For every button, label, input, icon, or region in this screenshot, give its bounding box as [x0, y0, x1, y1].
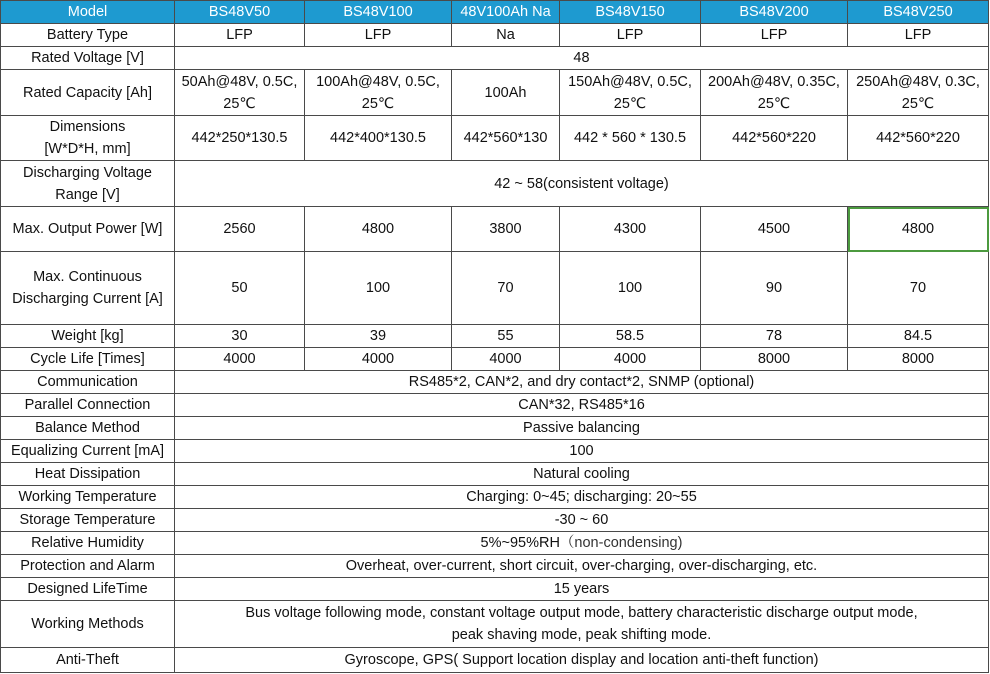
- table-cell: 39: [305, 325, 452, 348]
- table-cell: 50Ah@48V, 0.5C, 25℃: [175, 70, 305, 116]
- header-model-4: BS48V150: [560, 1, 701, 24]
- row-label: Max. Continuous Discharging Current [A]: [1, 252, 175, 325]
- row-cycle-life: [1, 348, 989, 371]
- row-parallel-connection: [1, 394, 989, 417]
- row-label: Rated Voltage [V]: [1, 47, 175, 70]
- table-cell: 442*250*130.5: [175, 116, 305, 161]
- table-cell: 4500: [701, 207, 848, 252]
- header-row: [1, 1, 989, 24]
- table-cell: Passive balancing: [175, 417, 989, 440]
- table-cell: CAN*32, RS485*16: [175, 394, 989, 417]
- table-cell: RS485*2, CAN*2, and dry contact*2, SNMP (optional): [175, 371, 989, 394]
- row-working-methods: [1, 601, 989, 648]
- table-cell: 3800: [452, 207, 560, 252]
- row-label: Weight [kg]: [1, 325, 175, 348]
- row-max-discharging-current: [1, 252, 989, 325]
- row-equalizing-current: [1, 440, 989, 463]
- table-cell: 15 years: [175, 578, 989, 601]
- row-dimensions: [1, 116, 989, 161]
- table-cell: -30 ~ 60: [175, 509, 989, 532]
- table-cell: 442*400*130.5: [305, 116, 452, 161]
- row-label: Communication: [1, 371, 175, 394]
- row-label: Storage Temperature: [1, 509, 175, 532]
- table-cell: 58.5: [560, 325, 701, 348]
- row-designed-lifetime: [1, 578, 989, 601]
- selected-cell[interactable]: 4800: [848, 207, 989, 252]
- row-protection-alarm: [1, 555, 989, 578]
- row-label: Heat Dissipation: [1, 463, 175, 486]
- row-working-temperature: [1, 486, 989, 509]
- row-weight: [1, 325, 989, 348]
- row-balance-method: [1, 417, 989, 440]
- table-cell: Bus voltage following mode, constant voltage output mode, battery characteristic discharge output mode, peak shaving mode, peak shifting mode.: [175, 601, 989, 648]
- table-cell: LFP: [560, 24, 701, 47]
- row-relative-humidity: [1, 532, 989, 555]
- table-cell: 442*560*220: [848, 116, 989, 161]
- row-label: Designed LifeTime: [1, 578, 175, 601]
- table-cell: 442*560*130: [452, 116, 560, 161]
- table-cell: 250Ah@48V, 0.3C, 25℃: [848, 70, 989, 116]
- row-label: Balance Method: [1, 417, 175, 440]
- header-model-5: BS48V200: [701, 1, 848, 24]
- table-cell: LFP: [701, 24, 848, 47]
- table-cell: 8000: [848, 348, 989, 371]
- table-cell: Gyroscope, GPS( Support location display and location anti-theft function): [175, 648, 989, 673]
- row-label: Cycle Life [Times]: [1, 348, 175, 371]
- table-cell: 4800: [305, 207, 452, 252]
- table-cell: 50: [175, 252, 305, 325]
- row-anti-theft: [1, 648, 989, 673]
- table-cell: 4300: [560, 207, 701, 252]
- table-cell: 442 * 560 * 130.5: [560, 116, 701, 161]
- table-cell: 2560: [175, 207, 305, 252]
- row-label: Dimensions [W*D*H, mm]: [1, 116, 175, 161]
- table-cell: Charging: 0~45; discharging: 20~55: [175, 486, 989, 509]
- table-cell: Natural cooling: [175, 463, 989, 486]
- header-model-3: 48V100Ah Na: [452, 1, 560, 24]
- row-storage-temperature: [1, 509, 989, 532]
- row-label: Anti-Theft: [1, 648, 175, 673]
- table-cell: Na: [452, 24, 560, 47]
- row-label: Discharging Voltage Range [V]: [1, 161, 175, 207]
- header-model-label: Model: [1, 1, 175, 24]
- table-cell: 84.5: [848, 325, 989, 348]
- row-label: Working Methods: [1, 601, 175, 648]
- table-cell: 78: [701, 325, 848, 348]
- table-cell: 55: [452, 325, 560, 348]
- table-cell: 30: [175, 325, 305, 348]
- table-cell: LFP: [848, 24, 989, 47]
- row-battery-type: [1, 24, 989, 47]
- table-cell: 150Ah@48V, 0.5C, 25℃: [560, 70, 701, 116]
- table-cell: 4000: [452, 348, 560, 371]
- table-cell: 442*560*220: [701, 116, 848, 161]
- row-max-output-power: [1, 207, 989, 252]
- row-label: Protection and Alarm: [1, 555, 175, 578]
- table-cell: 5%~95%RH（non-condensing): [175, 532, 989, 555]
- row-label: Max. Output Power [W]: [1, 207, 175, 252]
- row-label: Relative Humidity: [1, 532, 175, 555]
- row-label: Working Temperature: [1, 486, 175, 509]
- table-cell: 200Ah@48V, 0.35C, 25℃: [701, 70, 848, 116]
- header-model-6: BS48V250: [848, 1, 989, 24]
- row-label: Parallel Connection: [1, 394, 175, 417]
- table-cell: 48: [175, 47, 989, 70]
- row-label: Equalizing Current [mA]: [1, 440, 175, 463]
- row-heat-dissipation: [1, 463, 989, 486]
- row-rated-voltage: [1, 47, 989, 70]
- row-label: Rated Capacity [Ah]: [1, 70, 175, 116]
- table-cell: 100: [175, 440, 989, 463]
- row-discharging-voltage: [1, 161, 989, 207]
- table-cell: 4000: [560, 348, 701, 371]
- row-label: Battery Type: [1, 24, 175, 47]
- table-cell: Overheat, over-current, short circuit, over-charging, over-discharging, etc.: [175, 555, 989, 578]
- header-model-2: BS48V100: [305, 1, 452, 24]
- table-cell: 90: [701, 252, 848, 325]
- table-cell: 4000: [305, 348, 452, 371]
- table-cell: 70: [452, 252, 560, 325]
- table-cell: LFP: [305, 24, 452, 47]
- table-cell: 42 ~ 58(consistent voltage): [175, 161, 989, 207]
- table-cell: LFP: [175, 24, 305, 47]
- table-cell: 4000: [175, 348, 305, 371]
- table-cell: 100: [560, 252, 701, 325]
- header-model-1: BS48V50: [175, 1, 305, 24]
- row-rated-capacity: [1, 70, 989, 116]
- table-cell: 70: [848, 252, 989, 325]
- table-cell: 8000: [701, 348, 848, 371]
- table-cell: 100Ah@48V, 0.5C, 25℃: [305, 70, 452, 116]
- table-cell: 100: [305, 252, 452, 325]
- table-cell: 100Ah: [452, 70, 560, 116]
- row-communication: [1, 371, 989, 394]
